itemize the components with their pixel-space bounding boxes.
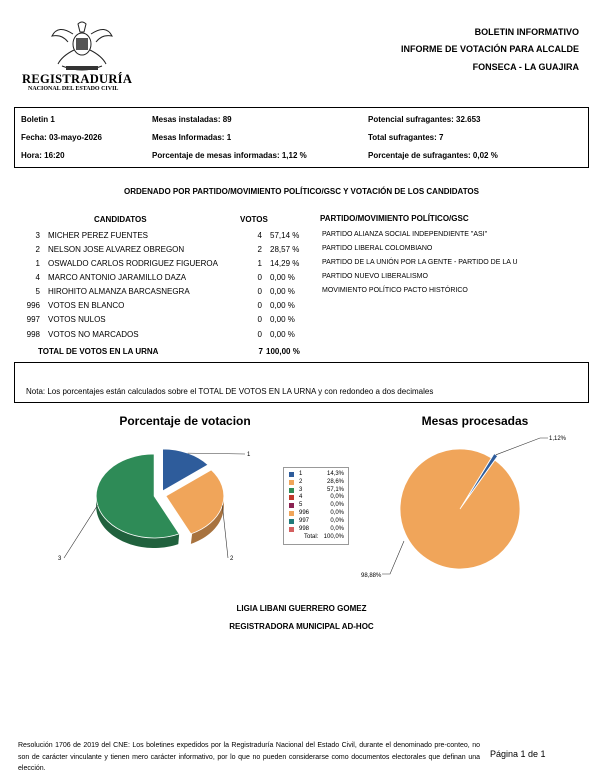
candidate-pct: 0,00 %: [270, 301, 295, 310]
legend-swatch: [289, 495, 294, 500]
section-title: ORDENADO POR PARTIDO/MOVIMIENTO POLÍTICO/GSC Y VOTACIÓN DE LOS CANDIDATOS: [124, 187, 479, 196]
legend-swatch: [289, 511, 294, 516]
porcentaje-mesas: Porcentaje de mesas informadas: 1,12 %: [152, 151, 307, 160]
total-pct: 100,00 %: [266, 347, 300, 356]
chart-legend: [283, 467, 349, 545]
candidate-name: HIROHITO ALMANZA BARCASNEGRA: [48, 287, 190, 296]
table-row: [0, 273, 603, 287]
slice-label: 1,12%: [549, 436, 567, 442]
info-box: [14, 107, 589, 168]
candidate-code: 996: [26, 301, 40, 310]
candidate-code: 4: [35, 273, 40, 282]
report-date: Fecha: 03-mayo-2026: [21, 133, 102, 142]
legend-label: 4: [299, 494, 303, 501]
boletin-number: Boletin 1: [21, 115, 55, 124]
note-box: [14, 362, 589, 403]
page-number: Página 1 de 1: [490, 749, 546, 759]
candidate-name: VOTOS EN BLANCO: [48, 301, 125, 310]
legend-swatch: [289, 503, 294, 508]
legend-label: 3: [299, 486, 303, 493]
note-text: Nota: Los porcentajes están calculados sobre el TOTAL DE VOTOS EN LA URNA y con redondeo a dos decimales: [26, 387, 434, 396]
candidate-votes: 0: [257, 287, 262, 296]
candidate-pct: 28,57 %: [270, 245, 300, 254]
col-votos: VOTOS: [240, 215, 268, 224]
candidate-code: 1: [35, 259, 40, 268]
candidate-party: PARTIDO DE LA UNIÓN POR LA GENTE - PARTIDO DE LA U: [322, 259, 518, 266]
legend-value: 0,0%: [330, 517, 344, 524]
candidate-party: PARTIDO ALIANZA SOCIAL INDEPENDIENTE "ASI": [322, 231, 488, 238]
legend-swatch: [289, 527, 294, 532]
candidate-votes: 0: [257, 273, 262, 282]
legend-swatch: [289, 519, 294, 524]
total-label: TOTAL DE VOTOS EN LA URNA: [38, 347, 159, 356]
potencial-sufragantes: Potencial sufragantes: 32.653: [368, 115, 481, 124]
slice-label: 2: [230, 556, 234, 562]
slice-label: 1: [247, 452, 251, 458]
footer-disclaimer: Resolución 1706 de 2019 del CNE: Los boletines expedidos por la Registraduría Nacional del Estado Civil, durante el denominado pre-conteo, no son de carácter vinculante y tienen mero carácter informativo, por lo que no pueden considerarse como documentos electorales que definan una elección.: [18, 742, 480, 772]
candidate-party: PARTIDO LIBERAL COLOMBIANO: [322, 245, 433, 252]
candidate-pct: 14,29 %: [270, 259, 300, 268]
legend-value: 57,1%: [326, 486, 344, 493]
leader-line: [64, 505, 98, 558]
signature-role: REGISTRADORA MUNICIPAL AD-HOC: [229, 622, 374, 631]
table-row: [0, 287, 603, 301]
candidate-name: OSWALDO CARLOS RODRIGUEZ FIGUEROA: [48, 259, 218, 268]
legend-label: 997: [299, 517, 310, 524]
chart-title-mesas: Mesas procesadas: [421, 414, 529, 428]
candidate-pct: 0,00 %: [270, 330, 295, 339]
legend-value: 14,3%: [326, 471, 344, 477]
candidate-name: VOTOS NO MARCADOS: [48, 330, 139, 339]
table-row: [0, 315, 603, 329]
legend-total-label: Total:: [304, 534, 319, 540]
legend-swatch: [289, 480, 294, 485]
header-location: FONSECA - LA GUAJIRA: [472, 62, 579, 72]
legend-value: 0,0%: [330, 510, 344, 516]
candidate-pct: 0,00 %: [270, 287, 295, 296]
legend-value: 0,0%: [330, 494, 344, 501]
mesas-instaladas: Mesas instaladas: 89: [152, 115, 232, 124]
col-candidatos: CANDIDATOS: [94, 215, 147, 224]
leader-line: [188, 453, 245, 454]
total-sufragantes: Total sufragantes: 7: [368, 133, 444, 142]
table-row: [0, 330, 603, 344]
legend-label: 998: [299, 525, 310, 532]
slice-label: 3: [58, 556, 62, 562]
legend-swatch: [289, 488, 294, 493]
candidate-votes: 1: [257, 259, 262, 268]
legend-label: 996: [299, 510, 310, 516]
col-partido: PARTIDO/MOVIMIENTO POLÍTICO/GSC: [320, 214, 469, 223]
legend-label: 5: [299, 502, 303, 509]
legend-total-value: 100,0%: [323, 534, 344, 540]
pie-chart-mesas: [360, 428, 600, 588]
table-row: [0, 259, 603, 273]
leader-line: [222, 505, 228, 558]
candidate-code: 5: [35, 287, 40, 296]
leader-line: [382, 541, 404, 574]
legend-swatch: [289, 472, 294, 477]
candidate-code: 997: [26, 315, 40, 324]
pie-slice: [400, 449, 520, 569]
candidate-name: VOTOS NULOS: [48, 315, 106, 324]
legend-value: 0,0%: [330, 525, 344, 532]
candidate-name: MARCO ANTONIO JARAMILLO DAZA: [48, 273, 187, 282]
pie-chart-votacion: [40, 440, 303, 570]
candidate-votes: 0: [257, 301, 262, 310]
legend-label: 2: [299, 478, 303, 485]
logo-text: REGISTRADURÍA: [22, 72, 133, 86]
candidate-votes: 0: [257, 330, 262, 339]
total-votes: 7: [258, 347, 263, 356]
header-title: BOLETIN INFORMATIVO: [474, 27, 579, 37]
candidate-votes: 2: [257, 245, 262, 254]
candidate-pct: 0,00 %: [270, 315, 295, 324]
candidate-party: MOVIMIENTO POLÍTICO PACTO HISTÓRICO: [322, 287, 468, 294]
chart-title-votacion: Porcentaje de votacion: [119, 414, 251, 428]
slice-label: 98,88%: [361, 573, 382, 579]
header-subtitle: INFORME DE VOTACIÓN PARA ALCALDE: [401, 44, 579, 54]
candidate-party: PARTIDO NUEVO LIBERALISMO: [322, 273, 428, 280]
candidate-name: MICHER PEREZ FUENTES: [48, 231, 149, 240]
candidate-votes: 4: [257, 231, 262, 240]
logo: [18, 20, 138, 95]
table-row: [0, 301, 603, 315]
legend-label: 1: [299, 471, 303, 477]
candidate-votes: 0: [257, 315, 262, 324]
candidate-code: 3: [35, 231, 40, 240]
signature-name: LIGIA LIBANI GUERRERO GOMEZ: [236, 604, 367, 613]
report-time: Hora: 16:20: [21, 151, 65, 160]
candidate-code: 998: [26, 330, 40, 339]
candidate-pct: 0,00 %: [270, 273, 295, 282]
candidate-code: 2: [35, 245, 40, 254]
candidate-name: NELSON JOSE ALVAREZ OBREGON: [48, 245, 185, 254]
legend-value: 28,6%: [326, 478, 344, 485]
table-row: [0, 245, 603, 259]
candidate-pct: 57,14 %: [270, 231, 300, 240]
mesas-informadas: Mesas Informadas: 1: [152, 133, 232, 142]
table-row: [0, 231, 603, 245]
legend-value: 0,0%: [330, 502, 344, 509]
coat-of-arms-icon: [18, 20, 138, 76]
leader-line: [496, 438, 548, 455]
porcentaje-sufragantes: Porcentaje de sufragantes: 0,02 %: [368, 151, 498, 160]
logo-subtext: NACIONAL DEL ESTADO CIVIL: [28, 86, 119, 92]
